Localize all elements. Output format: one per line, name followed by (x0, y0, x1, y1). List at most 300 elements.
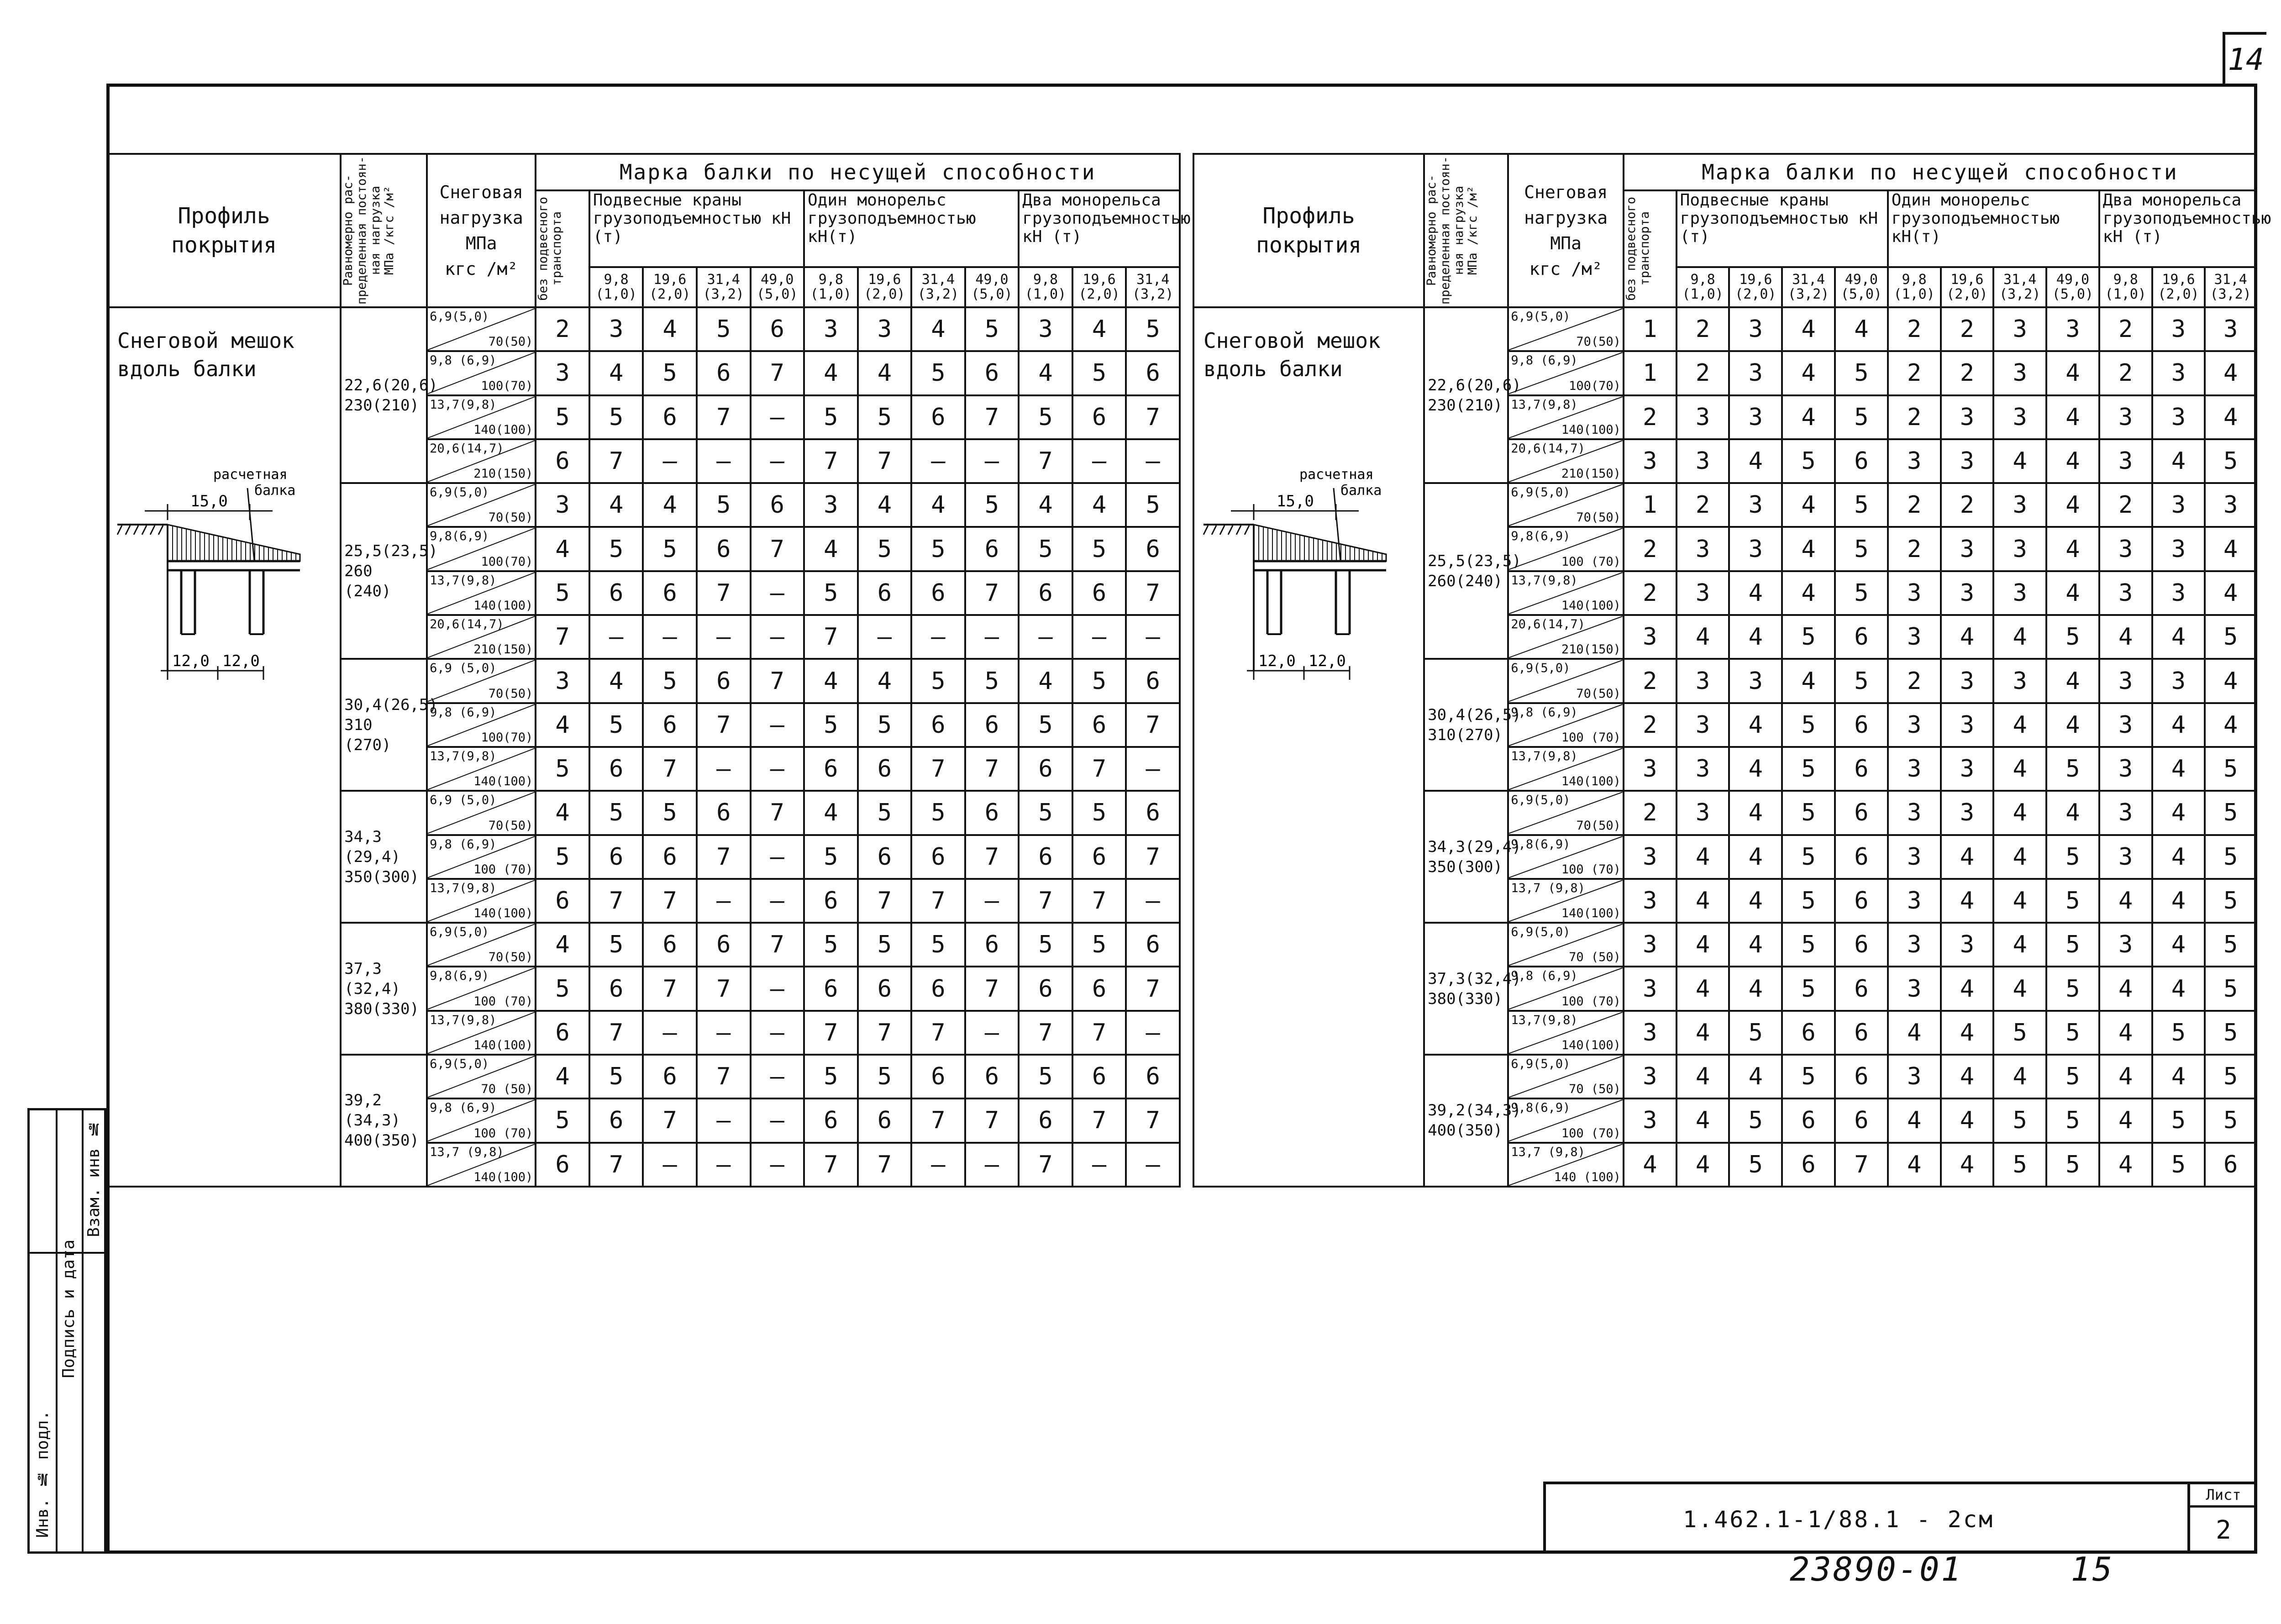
beam-mark-value: 3 (1677, 395, 1729, 439)
beam-mark-value: 3 (1888, 747, 1941, 791)
beam-mark-value: 5 (1782, 835, 1835, 879)
beam-mark-value: 4 (2152, 967, 2205, 1010)
beam-mark-value: 6 (965, 1055, 1019, 1098)
one-monorail-header: Один монорельс грузоподъемностью кН(т) (804, 190, 1019, 267)
beam-mark-value: 7 (804, 439, 858, 483)
beam-mark-value: 6 (1072, 571, 1126, 615)
beam-mark-value: 6 (1782, 1098, 1835, 1142)
beam-mark-value: 5 (858, 703, 912, 747)
snow-load-mpa: 6,9(5,0) (430, 1057, 489, 1072)
beam-mark-value: 5 (2205, 791, 2256, 835)
beam-mark-value: 3 (2099, 439, 2152, 483)
capacity-header: 9,8 (1,0) (1019, 267, 1072, 307)
snow-load-cell (1508, 835, 1624, 879)
beam-mark-value: 3 (1993, 395, 2046, 439)
beam-mark-value: 6 (643, 703, 697, 747)
snow-load-cell (427, 879, 536, 923)
beam-mark-value: 3 (1729, 527, 1782, 571)
capacity-header: 49,0 (5,0) (965, 267, 1019, 307)
beam-mark-value: 6 (536, 439, 589, 483)
beam-mark-value: 5 (2205, 1011, 2256, 1055)
beam-mark-value: 4 (1941, 1098, 1994, 1142)
beam-mark-value: 5 (804, 923, 858, 967)
beam-mark-value: 3 (1677, 791, 1729, 835)
snow-load-kgf: 140(100) (1561, 906, 1621, 921)
snow-load-kgf: 100(70) (481, 378, 533, 393)
beam-mark-value: 1 (1624, 307, 1677, 351)
snow-load-cell (427, 1011, 536, 1055)
beam-mark-value: 5 (911, 527, 965, 571)
beam-mark-value: 3 (2152, 483, 2205, 527)
beam-mark-value: 3 (1624, 967, 1677, 1010)
dimension-left: 12,0 (1258, 652, 1296, 670)
left-table (106, 153, 1191, 1188)
two-monorails-header: Два монорельса грузоподъемностью кН (т) (2099, 190, 2256, 267)
beam-mark-value: 7 (697, 967, 751, 1010)
snow-load-kgf: 70(50) (488, 510, 533, 525)
snow-load-header: Снеговая нагрузка МПа кгс /м² (427, 154, 536, 307)
beam-mark-value: 3 (1888, 703, 1941, 747)
beam-mark-value: 6 (1126, 791, 1180, 835)
snow-load-kgf: 210(150) (473, 467, 533, 481)
beam-mark-value: — (1126, 879, 1180, 923)
dimension-left: 12,0 (172, 652, 210, 670)
beam-mark-value: 6 (965, 923, 1019, 967)
beam-mark-value: 7 (1126, 395, 1180, 439)
dimension-right: 12,0 (1309, 652, 1346, 670)
snow-load-cell (427, 659, 536, 703)
beam-mark-value: 3 (1993, 351, 2046, 395)
beam-mark-value: 5 (2152, 1098, 2205, 1142)
beam-mark-value: 6 (911, 395, 965, 439)
snow-load-cell (427, 615, 536, 659)
beam-mark-value: — (697, 747, 751, 791)
beam-mark-value: 5 (804, 835, 858, 879)
beam-mark-value: 4 (1729, 439, 1782, 483)
snow-load-kgf: 70(50) (1576, 335, 1621, 349)
beam-mark-value: — (1126, 615, 1180, 659)
beam-mark-value: 4 (2099, 1055, 2152, 1098)
beam-mark-value: 7 (965, 395, 1019, 439)
beam-mark-value: 6 (858, 747, 912, 791)
beam-mark-value: 6 (804, 1098, 858, 1142)
beam-mark-value: — (1072, 439, 1126, 483)
beam-mark-value: 4 (2152, 923, 2205, 967)
beam-mark-value: 4 (643, 307, 697, 351)
snow-load-kgf: 70(50) (488, 950, 533, 965)
snow-load-kgf: 100 (70) (1561, 554, 1621, 569)
beam-mark-value: 3 (1941, 527, 1994, 571)
snow-load-mpa: 13,7(9,8) (1511, 573, 1578, 588)
beam-mark-value: 6 (1835, 747, 1888, 791)
beam-mark-value: 5 (965, 659, 1019, 703)
beam-mark-value: 6 (1835, 923, 1888, 967)
beam-mark-value: 3 (1941, 395, 1994, 439)
beam-mark-value: — (697, 439, 751, 483)
beam-mark-value: 5 (2152, 1143, 2205, 1187)
sheet-corner-number: 14 (2223, 32, 2266, 85)
cranes-header: Подвесные краны грузоподъемностью кН (т) (1677, 190, 1888, 267)
beam-mark-value: 5 (697, 307, 751, 351)
snow-load-mpa: 6,9(5,0) (430, 485, 489, 500)
snow-load-cell (1508, 967, 1624, 1010)
snow-load-kgf: 140(100) (473, 774, 533, 789)
distributed-load-header (341, 154, 427, 307)
beam-mark-value: 6 (1019, 835, 1072, 879)
beam-mark-value: 3 (1624, 879, 1677, 923)
beam-mark-value: 4 (1993, 835, 2046, 879)
snow-load-cell (1508, 791, 1624, 835)
beam-mark-value: 7 (697, 395, 751, 439)
roof-profile-diagram (1204, 452, 1395, 707)
beam-mark-value: 6 (589, 967, 643, 1010)
beam-mark-value: 5 (1019, 527, 1072, 571)
beam-mark-value: 4 (1782, 571, 1835, 615)
snow-load-kgf: 210(150) (1561, 467, 1621, 481)
beam-mark-value: 3 (2152, 659, 2205, 703)
beam-mark-value: 7 (965, 1098, 1019, 1142)
beam-mark-value: 5 (1782, 703, 1835, 747)
beam-mark-value: 4 (2046, 571, 2099, 615)
beam-mark-value: 4 (2205, 527, 2256, 571)
beam-mark-value: 6 (643, 835, 697, 879)
beam-mark-value: 6 (1019, 1098, 1072, 1142)
snow-load-kgf: 140(100) (1561, 774, 1621, 789)
beam-mark-value: 4 (2152, 439, 2205, 483)
beam-mark-value: 7 (965, 835, 1019, 879)
snow-load-mpa: 13,7 (9,8) (1511, 881, 1585, 895)
beam-mark-value: — (697, 1011, 751, 1055)
beam-mark-value: 2 (2099, 483, 2152, 527)
snow-load-cell (1508, 615, 1624, 659)
capacity-header: 31,4 (3,2) (911, 267, 965, 307)
snow-load-kgf: 140 (100) (1554, 1170, 1621, 1184)
beam-mark-value: 6 (1835, 439, 1888, 483)
beam-mark-value: 4 (2099, 1098, 2152, 1142)
beam-mark-value: 2 (536, 307, 589, 351)
beam-mark-value: 6 (697, 923, 751, 967)
beam-mark-value: 7 (697, 1055, 751, 1098)
beam-mark-value: — (751, 395, 804, 439)
beam-mark-value: 5 (1835, 395, 1888, 439)
beam-mark-value: 4 (1941, 1011, 1994, 1055)
snow-load-mpa: 9,8 (6,9) (430, 1101, 497, 1115)
beam-mark-value: 4 (1729, 967, 1782, 1010)
beam-mark-value: 3 (1888, 879, 1941, 923)
beam-mark-value: 4 (1888, 1011, 1941, 1055)
beam-mark-value: — (911, 1143, 965, 1187)
beam-mark-value: 5 (804, 1055, 858, 1098)
beam-mark-value: 4 (1993, 439, 2046, 483)
beam-mark-value: 4 (2205, 351, 2256, 395)
beam-mark-value: 6 (697, 527, 751, 571)
beam-mark-value: 6 (965, 351, 1019, 395)
beam-mark-value: 3 (2152, 395, 2205, 439)
snow-load-kgf: 100 (70) (1561, 1126, 1621, 1140)
beam-mark-value: 5 (1729, 1143, 1782, 1187)
snow-load-cell (427, 747, 536, 791)
beam-mark-value: 3 (1624, 1098, 1677, 1142)
beam-mark-value: 7 (643, 747, 697, 791)
beam-mark-value: 4 (804, 527, 858, 571)
beam-mark-value: 3 (1729, 351, 1782, 395)
beam-mark-value: 5 (911, 923, 965, 967)
beam-mark-value: 7 (858, 879, 912, 923)
snow-load-mpa: 9,8(6,9) (1511, 1101, 1571, 1115)
beam-mark-value: 4 (589, 483, 643, 527)
beam-mark-value: — (697, 879, 751, 923)
beam-mark-value: 5 (1835, 351, 1888, 395)
snow-load-kgf: 70 (50) (1569, 1082, 1621, 1097)
snow-load-kgf: 100 (70) (1561, 730, 1621, 745)
distributed-load-value: 39,2(34,3) 400(350) (1424, 1055, 1508, 1187)
no-transport-header (536, 190, 589, 307)
capacity-header: 31,4 (3,2) (1993, 267, 2046, 307)
beam-mark-value: 3 (2099, 395, 2152, 439)
beam-mark-value: 6 (1072, 703, 1126, 747)
beam-mark-value: — (911, 439, 965, 483)
beam-mark-value: 5 (1835, 527, 1888, 571)
beam-mark-value: 4 (2205, 703, 2256, 747)
beam-mark-value: 7 (589, 1143, 643, 1187)
capacity-header: 9,8 (1,0) (589, 267, 643, 307)
snow-load-mpa: 6,9(5,0) (1511, 925, 1571, 940)
beam-mark-value: 6 (858, 571, 912, 615)
beam-mark-value: 5 (1782, 967, 1835, 1010)
snow-load-mpa: 9,8 (6,9) (430, 837, 497, 851)
beam-mark-value: 7 (1126, 571, 1180, 615)
beam-mark-value: — (751, 703, 804, 747)
beam-mark-value: 4 (2099, 879, 2152, 923)
two-monorails-header: Два монорельса грузоподъемностью кН (т) (1019, 190, 1180, 267)
beam-mark-value: 4 (1729, 1055, 1782, 1098)
snow-load-kgf: 100 (70) (473, 1126, 533, 1140)
beam-mark-value: — (751, 747, 804, 791)
beam-mark-value: 5 (965, 483, 1019, 527)
snow-load-cell (427, 439, 536, 483)
beam-mark-value: 3 (1888, 439, 1941, 483)
beam-mark-value: 4 (1677, 1098, 1729, 1142)
beam-mark-value: 4 (1729, 703, 1782, 747)
beam-mark-value: 5 (536, 1098, 589, 1142)
beam-mark-value: 5 (1072, 791, 1126, 835)
beam-mark-value: 4 (536, 1055, 589, 1098)
capacity-header: 9,8 (1,0) (2099, 267, 2152, 307)
beam-mark-value: 7 (1835, 1143, 1888, 1187)
beam-mark-value: 4 (1993, 703, 2046, 747)
beam-mark-value: 3 (2152, 527, 2205, 571)
snow-load-cell (1508, 351, 1624, 395)
beam-mark-value: 3 (536, 351, 589, 395)
beam-mark-value: 6 (965, 527, 1019, 571)
beam-mark-value: 4 (804, 659, 858, 703)
snow-load-kgf: 70(50) (1576, 686, 1621, 701)
beam-mark-value: 4 (2099, 967, 2152, 1010)
side-col-1 (30, 1110, 58, 1551)
snow-load-mpa: 9,8 (6,9) (1511, 969, 1578, 983)
snow-load-cell (427, 703, 536, 747)
beam-mark-value: 6 (751, 307, 804, 351)
beam-mark-value: — (751, 835, 804, 879)
beam-mark-value: 7 (697, 571, 751, 615)
beam-mark-value: 4 (1729, 923, 1782, 967)
beam-mark-value: 6 (1126, 659, 1180, 703)
snow-load-mpa: 9,8(6,9) (1511, 837, 1571, 851)
beam-mark-value: 6 (751, 483, 804, 527)
beam-mark-value: 5 (1993, 1143, 2046, 1187)
snow-load-cell (427, 571, 536, 615)
distributed-load-header (1424, 154, 1508, 307)
beam-mark-value: 3 (1888, 923, 1941, 967)
beam-mark-value: 5 (2205, 923, 2256, 967)
beam-mark-value: 4 (589, 659, 643, 703)
beam-mark-value: 5 (1782, 747, 1835, 791)
beam-mark-value: 6 (911, 967, 965, 1010)
snow-load-kgf: 70 (50) (1569, 950, 1621, 965)
beam-mark-value: 6 (1126, 351, 1180, 395)
snow-load-kgf: 210(150) (473, 642, 533, 657)
beam-mark-value: — (697, 615, 751, 659)
beam-mark-value: 6 (589, 1098, 643, 1142)
beam-mark-value: 7 (697, 703, 751, 747)
distributed-load-value: 39,2 (34,3) 400(350) (341, 1055, 427, 1187)
beam-mark-value: 1 (1624, 483, 1677, 527)
snow-load-cell (1508, 571, 1624, 615)
sheet-number: 2 (2216, 1515, 2231, 1545)
beam-mark-value: 3 (1941, 439, 1994, 483)
beam-mark-value: — (589, 615, 643, 659)
beam-mark-value: — (751, 439, 804, 483)
snow-load-kgf: 210(150) (1561, 642, 1621, 657)
beam-mark-value: 6 (643, 395, 697, 439)
capacity-header: 19,6 (2,0) (858, 267, 912, 307)
beam-mark-value: 5 (1019, 791, 1072, 835)
beam-mark-value: — (751, 1011, 804, 1055)
beam-mark-value: 3 (1624, 1011, 1677, 1055)
dimension-right: 12,0 (222, 652, 260, 670)
beam-mark-value: 6 (589, 835, 643, 879)
snow-load-mpa: 20,6(14,7) (430, 441, 504, 456)
beam-mark-value: 4 (911, 307, 965, 351)
snow-load-mpa: 13,7(9,8) (1511, 749, 1578, 763)
beam-mark-value: 5 (858, 1055, 912, 1098)
side-stamp (27, 1108, 106, 1554)
beam-mark-value: — (751, 1055, 804, 1098)
roof-profile-diagram (117, 452, 309, 707)
beam-mark-value: 3 (1677, 439, 1729, 483)
beam-mark-value: 5 (804, 395, 858, 439)
snow-load-kgf: 70(50) (488, 335, 533, 349)
beam-mark-value: 3 (2205, 483, 2256, 527)
beam-mark-value: 5 (643, 527, 697, 571)
snow-load-kgf: 100 (70) (473, 994, 533, 1009)
beam-mark-value: 5 (965, 307, 1019, 351)
beam-mark-value: 6 (804, 967, 858, 1010)
beam-mark-value: 3 (1624, 923, 1677, 967)
beam-mark-value: 7 (858, 1011, 912, 1055)
beam-mark-value: 7 (643, 1098, 697, 1142)
beam-mark-value: — (751, 967, 804, 1010)
beam-mark-value: 3 (1624, 1055, 1677, 1098)
beam-mark-value: — (643, 439, 697, 483)
beam-mark-value: 4 (1782, 483, 1835, 527)
beam-mark-value: — (1072, 1143, 1126, 1187)
snow-load-mpa: 20,6(14,7) (430, 617, 504, 632)
snow-load-cell (1508, 747, 1624, 791)
beam-mark-value: 2 (1624, 791, 1677, 835)
snow-load-kgf: 140(100) (1561, 1038, 1621, 1053)
beam-mark-value: 5 (2046, 1143, 2099, 1187)
beam-mark-value: 5 (1729, 1011, 1782, 1055)
snow-load-mpa: 9,8(6,9) (1511, 529, 1571, 544)
beam-mark-value: 6 (2205, 1143, 2256, 1187)
beam-mark-value: — (965, 1143, 1019, 1187)
beam-mark-value: 4 (2046, 703, 2099, 747)
beam-mark-value: 5 (858, 395, 912, 439)
beam-mark-value: 3 (858, 307, 912, 351)
beam-mark-value: 4 (2152, 747, 2205, 791)
beam-mark-value: 6 (536, 1011, 589, 1055)
beam-mark-value: 7 (1072, 879, 1126, 923)
beam-mark-value: 3 (1677, 747, 1729, 791)
beam-mark-value: 5 (643, 791, 697, 835)
beam-mark-value: 5 (2205, 967, 2256, 1010)
beam-mark-value: 4 (643, 483, 697, 527)
beam-mark-value: 5 (911, 791, 965, 835)
beam-mark-value: 5 (1072, 527, 1126, 571)
beam-mark-value: — (643, 615, 697, 659)
beam-mark-value: 5 (2046, 1055, 2099, 1098)
beam-mark-value: 6 (965, 703, 1019, 747)
beam-mark-value: 3 (1993, 307, 2046, 351)
beam-mark-value: 3 (1624, 747, 1677, 791)
table-row (1193, 307, 2256, 351)
beam-mark-value: 6 (643, 923, 697, 967)
beam-mark-value: 5 (1072, 923, 1126, 967)
beam-mark-value: 6 (1835, 835, 1888, 879)
beam-mark-value: 5 (1072, 659, 1126, 703)
distributed-load-value: 22,6(20,6) 230(210) (341, 307, 427, 483)
capacity-header: 19,6 (2,0) (1072, 267, 1126, 307)
beam-mark-value: 4 (1993, 879, 2046, 923)
snow-load-cell (427, 967, 536, 1010)
beam-mark-value: 4 (2152, 835, 2205, 879)
beam-mark-value: 3 (2099, 571, 2152, 615)
snow-load-mpa: 13,7(9,8) (430, 573, 497, 588)
no-transport-header (1624, 190, 1677, 307)
beam-mark-value: 6 (1835, 1098, 1888, 1142)
snow-load-mpa: 6,9(5,0) (1511, 1057, 1571, 1072)
beam-mark-value: 3 (2099, 703, 2152, 747)
beam-mark-value: 4 (2152, 879, 2205, 923)
beam-mark-value: 3 (1941, 703, 1994, 747)
beam-mark-value: 4 (1729, 835, 1782, 879)
beam-mark-value: 3 (2152, 307, 2205, 351)
roof-profile-cell (1193, 307, 1424, 1187)
beam-mark-value: 6 (911, 835, 965, 879)
snow-load-kgf: 140(100) (1561, 422, 1621, 437)
beam-mark-value: 5 (2205, 615, 2256, 659)
snow-load-cell (1508, 923, 1624, 967)
beam-mark-value: 3 (804, 483, 858, 527)
snow-load-kgf: 140(100) (473, 906, 533, 921)
beam-mark-value: 6 (589, 747, 643, 791)
title-block (1543, 1482, 2254, 1554)
snow-load-mpa: 9,8 (6,9) (1511, 705, 1578, 720)
beam-mark-value: 4 (1993, 791, 2046, 835)
snow-load-kgf: 100(70) (481, 554, 533, 569)
beam-mark-value: 5 (2046, 615, 2099, 659)
